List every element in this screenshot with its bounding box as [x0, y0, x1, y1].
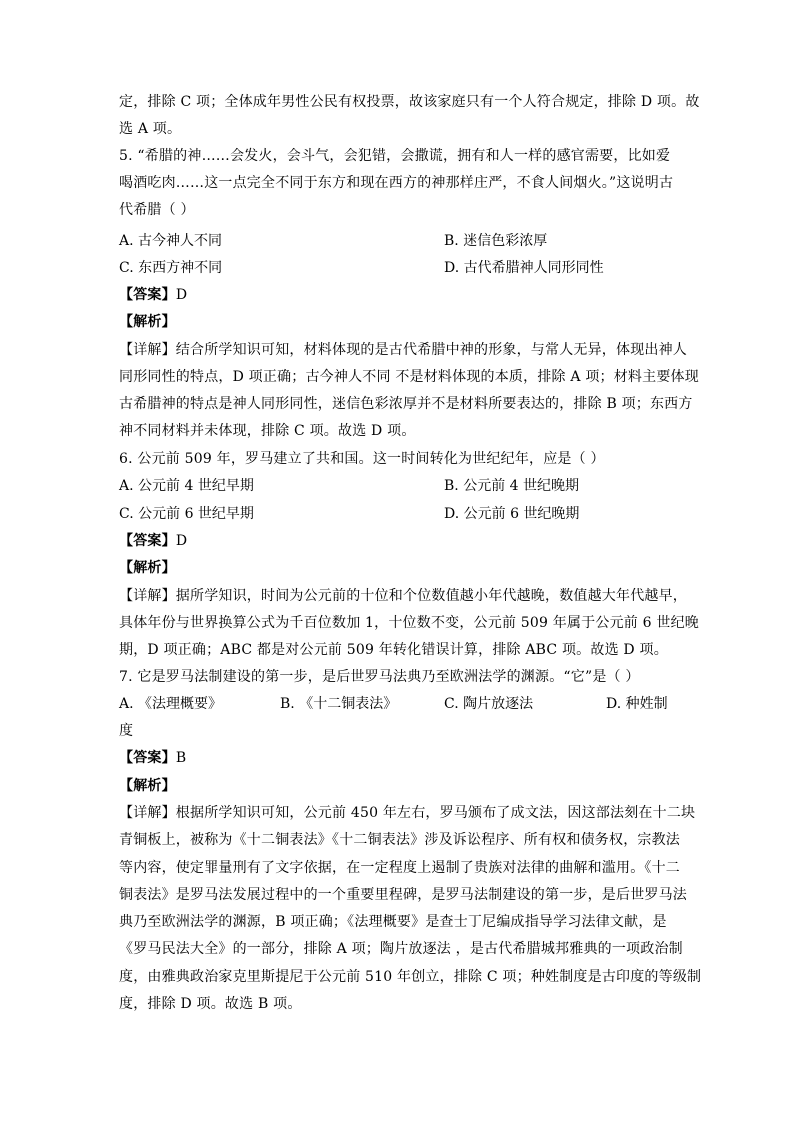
answer-label: 【答案】 [119, 533, 176, 549]
detail-line: 青铜板上，被称为《十二铜表法》《十二铜表法》涉及诉讼程序、所有权和债务权，宗教法 [119, 832, 680, 848]
detail-line: 同形同性的特点，D 项正确；古今神人不同 不是材料体现的本质，排除 A 项；材料主要体现 [119, 369, 699, 385]
option-b: B. 《十二铜表法》 [280, 696, 398, 712]
option-c: C. 公元前 6 世纪早期 [119, 506, 254, 522]
detail-line: 度，排除 D 项。故选 B 项。 [119, 996, 302, 1012]
detail-line: 具体年份与世界换算公式为千百位数加 1，十位数不变，公元前 509 年属于公元前 6 世纪晚 [119, 615, 699, 631]
option-a: A. 《法理概要》 [119, 696, 223, 712]
answer-value: D [175, 533, 188, 549]
answer-line [119, 284, 187, 306]
analysis-label: 【解析】 [119, 778, 176, 794]
detail-line: 典乃至欧洲法学的渊源，B 项正确；《法理概要》是查士丁尼编成指导学习法律文献，是 [119, 914, 667, 930]
option-d: D. 种姓制 [606, 696, 668, 712]
option-c: C. 陶片放逐法 [444, 696, 534, 712]
answer-line [119, 530, 187, 552]
analysis-label: 【解析】 [119, 560, 176, 576]
option-wrap: 度 [119, 723, 134, 739]
answer-line [119, 747, 186, 769]
detail-line: 等内容，使定罪量刑有了文字依据，在一定程度上遏制了贵族对法律的曲解和滥用。《十二 [119, 860, 680, 876]
detail-line: 【详解】据所学知识，时间为公元前的十位和个位数值越小年代越晚，数值越大年代越早， [119, 588, 687, 604]
detail-line: 神不同材料并未体现，排除 C 项。故选 D 项。 [119, 423, 416, 439]
detail-line: 古希腊神的特点是神人同形同性，迷信色彩浓厚并不是材料所要表达的，排除 B 项；东西方 [119, 396, 693, 412]
intro-line: 定，排除 C 项；全体成年男性公民有权投票，故该家庭只有一个人符合规定，排除 D 项。故 [119, 94, 700, 110]
answer-label: 【答案】 [119, 287, 176, 303]
question-stem: 5. “希腊的神……会发火，会斗气，会犯错，会撒谎，拥有和人一样的感官需要，比如爱 [119, 148, 671, 164]
intro-line: 选 A 项。 [119, 121, 182, 137]
answer-value: B [175, 750, 187, 766]
option-a: A. 古今神人不同 [119, 233, 223, 249]
question-stem: 6. 公元前 509 年，罗马建立了共和国。这一时间转化为世纪纪年，应是（ ） [119, 451, 605, 467]
detail-line: 度，由雅典政治家克里斯提尼于公元前 510 年创立，排除 C 项；种姓制度是古印度的等级制 [119, 969, 702, 985]
option-d: D. 公元前 6 世纪晚期 [444, 506, 580, 522]
question-stem: 代希腊（ ） [119, 202, 195, 218]
question-stem: 喝酒吃肉……这一点完全不同于东方和现在西方的神那样庄严，不食人间烟火。”这说明古 [119, 175, 674, 191]
detail-line: 【详解】根据所学知识可知，公元前 450 年左右，罗马颁布了成文法，因这部法刻在十二块 [119, 805, 696, 821]
detail-line: 【详解】结合所学知识可知，材料体现的是古代希腊中神的形象，与常人无异，体现出神人 [119, 342, 687, 358]
option-c: C. 东西方神不同 [119, 260, 223, 276]
question-stem: 7. 它是罗马法制建设的第一步，是后世罗马法典乃至欧洲法学的渊源。“它”是（ ） [119, 669, 640, 685]
option-b: B. 公元前 4 世纪晚期 [444, 478, 579, 494]
option-b: B. 迷信色彩浓厚 [444, 233, 548, 249]
option-d: D. 古代希腊神人同形同性 [444, 260, 604, 276]
analysis-label: 【解析】 [119, 314, 176, 330]
detail-line: 《罗马民法大全》的一部分，排除 A 项；陶片放逐法 ，是古代希腊城邦雅典的一项政治制 [119, 941, 683, 957]
option-a: A. 公元前 4 世纪早期 [119, 478, 254, 494]
detail-line: 期，D 项正确；ABC 都是对公元前 509 年转化错误计算，排除 ABC 项。故选 D 项。 [119, 642, 668, 658]
answer-label: 【答案】 [119, 750, 176, 766]
answer-value: D [175, 287, 188, 303]
detail-line: 铜表法》是罗马法发展过程中的一个重要里程碑，是罗马法制建设的第一步，是后世罗马法 [119, 887, 687, 903]
